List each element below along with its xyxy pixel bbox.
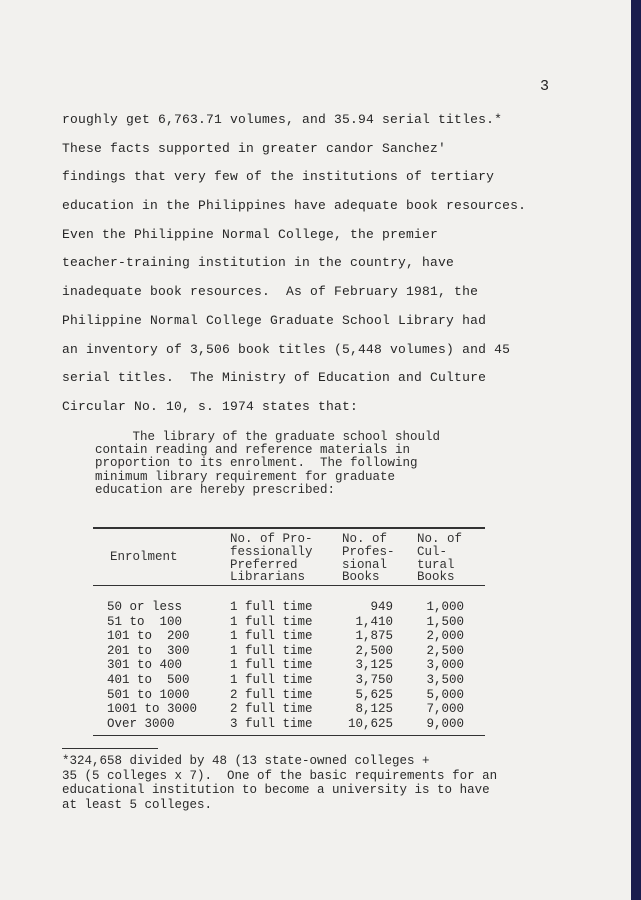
cell-professional-books: 949 (370, 600, 393, 614)
cell-professional-books: 1,875 (355, 629, 393, 644)
body-line: roughly get 6,763.71 volumes, and 35.94 serial titles.* (62, 112, 503, 127)
header-enrolment: Enrolment (110, 550, 178, 564)
table-header-rule (93, 585, 485, 586)
cell-professional-books: 10,625 (347, 716, 393, 731)
quote-line: minimum library requirement for graduate (95, 469, 396, 484)
table-bottom-rule (93, 735, 485, 736)
block-quote (95, 431, 515, 497)
table-row (93, 673, 485, 688)
footnote-rule (62, 748, 158, 749)
body-line: Even the Philippine Normal College, the premier (62, 226, 439, 242)
cell-enrolment: Over 3000 (107, 716, 175, 731)
cell-cultural-books: 7,000 (426, 702, 464, 717)
table-body (93, 600, 485, 731)
header-librarians: No. of Pro- fessionally Preferred Librarians (230, 532, 313, 585)
cell-enrolment: 201 to 300 (107, 643, 190, 658)
body-line: Philippine Normal College Graduate School Library had (62, 312, 487, 328)
table-row (93, 658, 485, 673)
header-professional-books: No. of Profes- sional Books (342, 532, 395, 585)
quote-line: The library of the graduate school should (95, 430, 441, 444)
cell-professional-books: 2,500 (355, 643, 393, 658)
cell-cultural-books: 2,000 (426, 629, 464, 644)
footnote-line: 35 (5 colleges x 7). One of the basic requirements for an (62, 768, 498, 783)
cell-professional-books: 1,410 (355, 614, 393, 629)
cell-librarians: 3 full time (230, 716, 313, 731)
cell-librarians: 1 full time (230, 672, 313, 687)
cell-cultural-books: 2,500 (426, 643, 464, 658)
body-line: Circular No. 10, s. 1974 states that: (62, 398, 359, 414)
table-row (93, 629, 485, 644)
table-top-rule (93, 527, 485, 529)
cell-cultural-books: 1,000 (426, 600, 464, 614)
body-line: inadequate book resources. As of February 1981, the (62, 284, 479, 300)
cell-professional-books: 3,125 (355, 658, 393, 673)
footnote-line: educational institution to become a university is to have (62, 783, 490, 797)
footnote (62, 754, 562, 812)
cell-professional-books: 8,125 (355, 702, 393, 717)
table-row (93, 600, 485, 615)
table-row (93, 717, 485, 732)
body-paragraph (62, 106, 582, 422)
cell-librarians: 1 full time (230, 643, 313, 658)
cell-librarians: 1 full time (230, 614, 313, 629)
cell-cultural-books: 5,000 (426, 687, 464, 702)
cell-cultural-books: 3,500 (426, 672, 464, 687)
body-line: serial titles. The Ministry of Education and Culture (62, 370, 487, 386)
quote-line: proportion to its enrolment. The following (95, 456, 418, 471)
cell-librarians: 2 full time (230, 702, 313, 717)
page-number: 3 (540, 78, 550, 95)
cell-enrolment: 1001 to 3000 (107, 702, 198, 717)
footnote-line: at least 5 colleges. (62, 797, 213, 812)
cell-librarians: 1 full time (230, 629, 313, 644)
table-row (93, 702, 485, 717)
cell-enrolment: 301 to 400 (107, 658, 183, 673)
body-line: findings that very few of the institutions of tertiary (62, 169, 495, 185)
cell-enrolment: 401 to 500 (107, 672, 190, 687)
cell-librarians: 2 full time (230, 687, 313, 702)
quote-line: education are hereby prescribed: (95, 482, 336, 497)
body-line: education in the Philippines have adequate book resources. (62, 198, 527, 214)
table-row (93, 688, 485, 703)
cell-professional-books: 5,625 (355, 687, 393, 702)
cell-enrolment: 101 to 200 (107, 629, 190, 644)
cell-enrolment: 51 to 100 (107, 614, 183, 629)
table-row (93, 644, 485, 659)
table-row (93, 615, 485, 630)
body-line: an inventory of 3,506 book titles (5,448 volumes) and 45 (62, 341, 511, 357)
cell-enrolment: 50 or less (107, 600, 183, 614)
cell-librarians: 1 full time (230, 600, 313, 614)
cell-cultural-books: 9,000 (426, 716, 464, 731)
body-line: These facts supported in greater candor Sanchez' (62, 140, 447, 156)
footnote-line: *324,658 divided by 48 (13 state-owned colleges + (62, 754, 430, 768)
cell-enrolment: 501 to 1000 (107, 687, 190, 702)
cell-cultural-books: 3,000 (426, 658, 464, 673)
quote-line: contain reading and reference materials in (95, 443, 411, 458)
cell-cultural-books: 1,500 (426, 614, 464, 629)
cell-librarians: 1 full time (230, 658, 313, 673)
body-line: teacher-training institution in the country, have (62, 255, 455, 271)
header-cultural-books: No. of Cul- tural Books (417, 532, 463, 585)
cell-professional-books: 3,750 (355, 672, 393, 687)
